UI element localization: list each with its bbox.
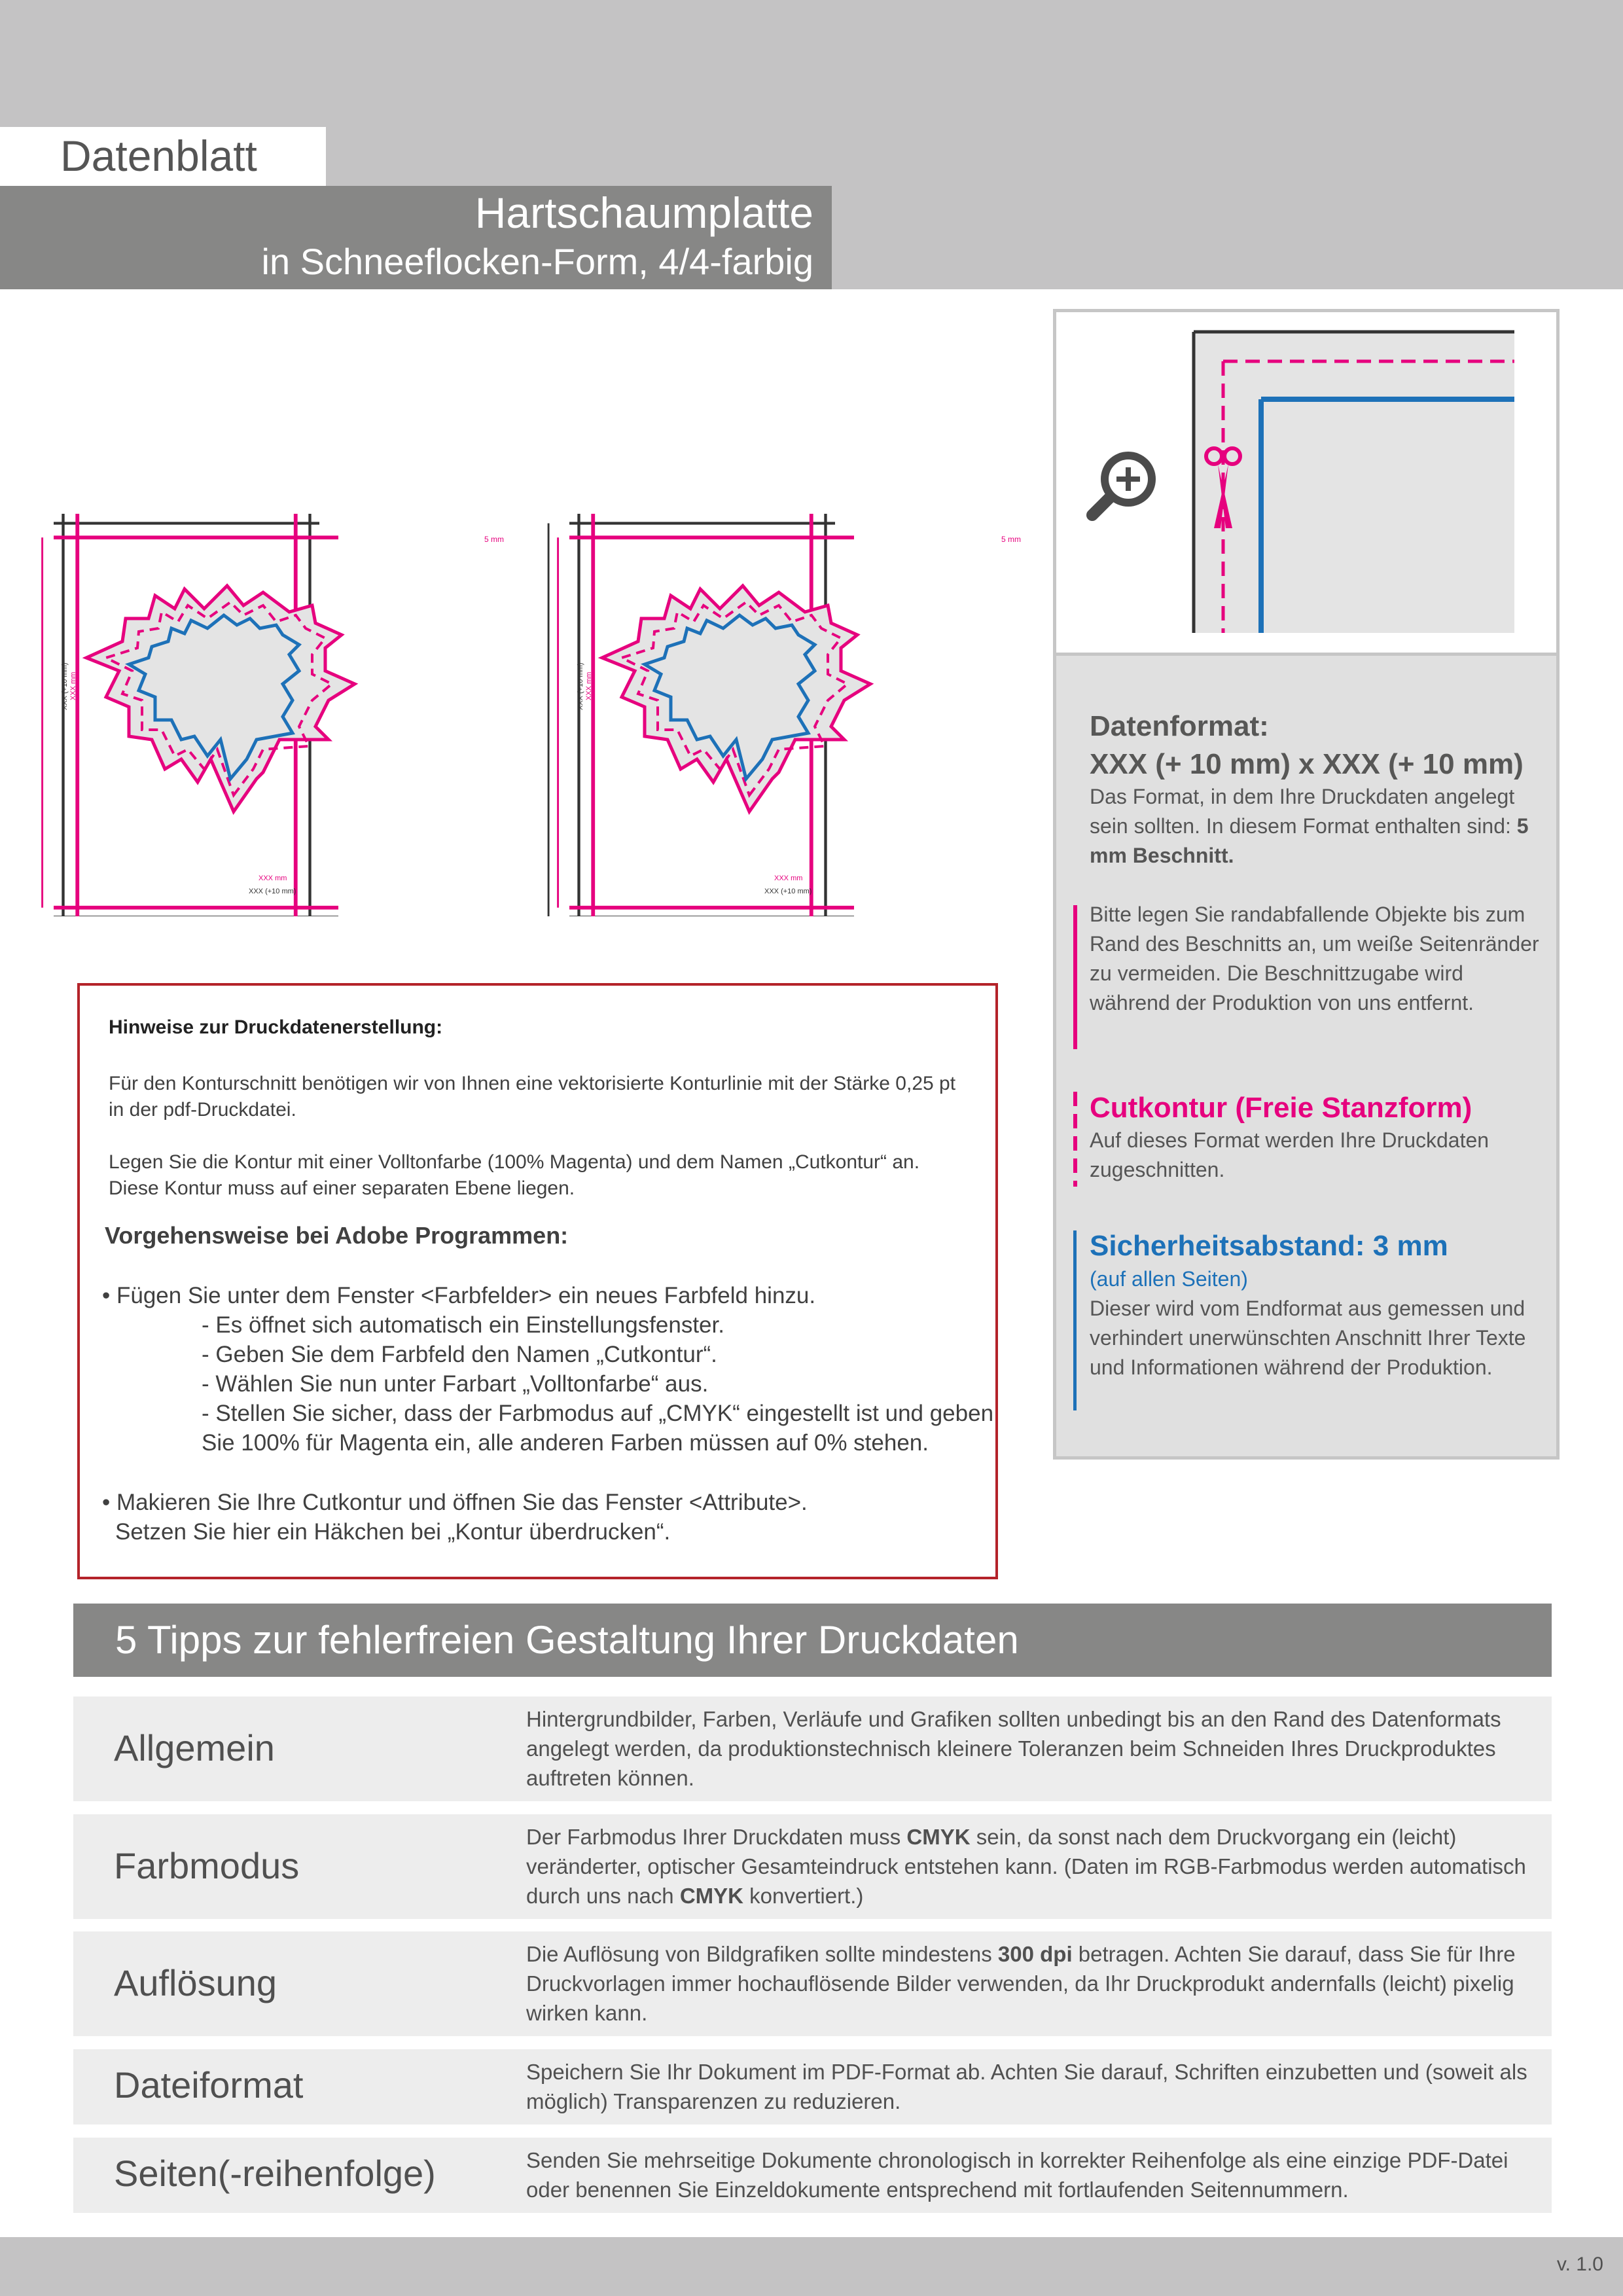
- bleed-label-left: 5 mm: [484, 535, 504, 544]
- cut-description: Auf dieses Format werden Ihre Druckdaten zugeschnitten.: [1090, 1128, 1489, 1181]
- width-bleed-label-left: XXX (+10 mm): [249, 888, 296, 895]
- adobe-substep-4: - Stellen Sie sicher, dass der Farbmodus auf „CMYK“ eingestellt ist und geben: [202, 1401, 994, 1426]
- diagram-right: [548, 514, 870, 916]
- adobe-substep-3: - Wählen Sie nun unter Farbart „Volltonfarbe“ aus.: [202, 1371, 709, 1397]
- safe-marker-bar: [1073, 1230, 1077, 1410]
- adobe-substep-1: - Es öffnet sich automatisch ein Einstellungsfenster.: [202, 1312, 724, 1338]
- width-bleed-label-right: XXX (+10 mm): [764, 888, 812, 895]
- bleed-description: Bitte legen Sie randabfallende Objekte bis zum Rand des Beschnitts an, um weiße Seitenränder zu vermeiden. Die Beschnittzugabe wird während der Produktion von uns entfernt.: [1090, 903, 1539, 1014]
- adobe-steps-title: Vorgehensweise bei Adobe Programmen:: [105, 1222, 569, 1249]
- tip-label: Allgemein: [114, 1727, 275, 1768]
- adobe-substep-2: - Geben Sie dem Farbfeld den Namen „Cutkontur“.: [202, 1342, 717, 1367]
- safe-description: Dieser wird vom Endformat aus gemessen und verhindert unerwünschten Anschnitt Ihrer Texte und Informationen während der Produktion.: [1090, 1297, 1526, 1379]
- tips-title: 5 Tipps zur fehlerfreien Gestaltung Ihrer Druckdaten: [115, 1618, 1019, 1662]
- tip-text: Speichern Sie Ihr Dokument im PDF-Format ab. Achten Sie darauf, Schriften einzubetten und (soweit als möglich) Transparenzen zu reduzieren.: [526, 2060, 1527, 2113]
- footer-band: [0, 2237, 1623, 2296]
- hints-paragraph-1: Für den Konturschnitt benötigen wir von Ihnen eine vektorisierte Konturlinie mit der Stärke 0,25 pt in der pdf-Druckdatei.: [109, 1073, 956, 1121]
- tip-row-aufloesung: [73, 1931, 1552, 2036]
- page-title: Hartschaumplatte: [474, 188, 813, 237]
- format-description: Das Format, in dem Ihre Druckdaten angelegt sein sollten. In diesem Format enthalten sind: 5 mm Beschnitt.: [1090, 785, 1529, 867]
- hints-paragraph-2: Legen Sie die Kontur mit einer Volltonfarbe (100% Magenta) und dem Namen „Cutkontur“ an. Diese Kontur muss auf einer separaten Ebene liegen.: [109, 1151, 920, 1199]
- adobe-step-2: • Makieren Sie Ihre Cutkontur und öffnen Sie das Fenster <Attribute>.: [102, 1490, 808, 1515]
- height-bleed-label-right: XXX (+10 mm): [577, 662, 584, 710]
- cut-marker-bar: [1073, 1092, 1077, 1187]
- tip-label: Farbmodus: [114, 1845, 300, 1886]
- adobe-step-1: • Fügen Sie unter dem Fenster <Farbfelder> ein neues Farbfeld hinzu.: [102, 1283, 816, 1308]
- tip-text: Hintergrundbilder, Farben, Verläufe und Grafiken sollten unbedingt bis an den Rand des Datenformats angelegt werden, da produktionstechnisch kleinere Toleranzen beim Schneiden Ihres Druckproduktes auftreten können.: [526, 1707, 1501, 1790]
- cut-heading: Cutkontur (Freie Stanzform): [1090, 1092, 1472, 1124]
- tip-label: Dateiformat: [114, 2064, 304, 2106]
- format-value: XXX (+ 10 mm) x XXX (+ 10 mm): [1090, 748, 1524, 780]
- tip-label: Seiten(-reihenfolge): [114, 2153, 436, 2194]
- hints-title: Hinweise zur Druckdatenerstellung:: [109, 1016, 443, 1038]
- safe-heading: Sicherheitsabstand: 3 mm: [1090, 1230, 1448, 1262]
- tip-text: Senden Sie mehrseitige Dokumente chronologisch in korrekter Reihenfolge als eine einzige PDF-Datei oder benennen Sie Einzeldokumente entsprechend mit fortlaufenden Seitennummern.: [526, 2148, 1508, 2202]
- zoom-detail-box: [1053, 309, 1560, 656]
- height-bleed-label-left: XXX (+10 mm): [61, 662, 69, 710]
- height-label-left: XXX mm: [69, 672, 77, 700]
- format-label: Datenformat:: [1090, 710, 1269, 742]
- tip-row-farbmodus: [73, 1814, 1552, 1919]
- tip-text: Die Auflösung von Bildgrafiken sollte mindestens 300 dpi betragen. Achten Sie darauf, dass Sie für Ihre Druckvorlagen immer hochauflösende Bilder verwenden, da Ihr Druckprodukt andernfalls (leicht) pixelig wirken kann.: [526, 1942, 1516, 2025]
- tip-label: Auflösung: [114, 1962, 277, 2003]
- tip-row-dateiformat: [73, 2049, 1552, 2125]
- version-label: v. 1.0: [1556, 2253, 1603, 2275]
- width-label-right: XXX mm: [774, 874, 803, 882]
- tip-row-allgemein: [73, 1696, 1552, 1801]
- magnifier-plus-icon: [1092, 452, 1156, 515]
- bleed-marker-bar: [1073, 905, 1077, 1049]
- tip-text: Der Farbmodus Ihrer Druckdaten muss CMYK sein, da sonst nach dem Druckvorgang ein (leicht) veränderter, optischer Gesamteindruck entstehen kann. (Daten im RGB-Farbmodus werden automatisch durch uns nach CMYK konvertiert.): [526, 1825, 1526, 1908]
- zoom-detail-illustration: [1056, 312, 1556, 656]
- adobe-step-2-continued: Setzen Sie hier ein Häkchen bei „Kontur überdrucken“.: [115, 1519, 671, 1545]
- tip-row-seitenreihenfolge: [73, 2138, 1552, 2213]
- page-subtitle: in Schneeflocken-Form, 4/4-farbig: [261, 241, 813, 282]
- bleed-label-right: 5 mm: [1001, 535, 1021, 544]
- height-label-right: XXX mm: [585, 672, 593, 700]
- diagram-left: [39, 514, 355, 916]
- adobe-substep-5: Sie 100% für Magenta ein, alle anderen Farben müssen auf 0% stehen.: [202, 1430, 929, 1456]
- doc-label: Datenblatt: [60, 132, 257, 180]
- width-label-left: XXX mm: [259, 874, 287, 882]
- format-diagrams: [39, 484, 1060, 916]
- safe-subheading: (auf allen Seiten): [1090, 1267, 1248, 1291]
